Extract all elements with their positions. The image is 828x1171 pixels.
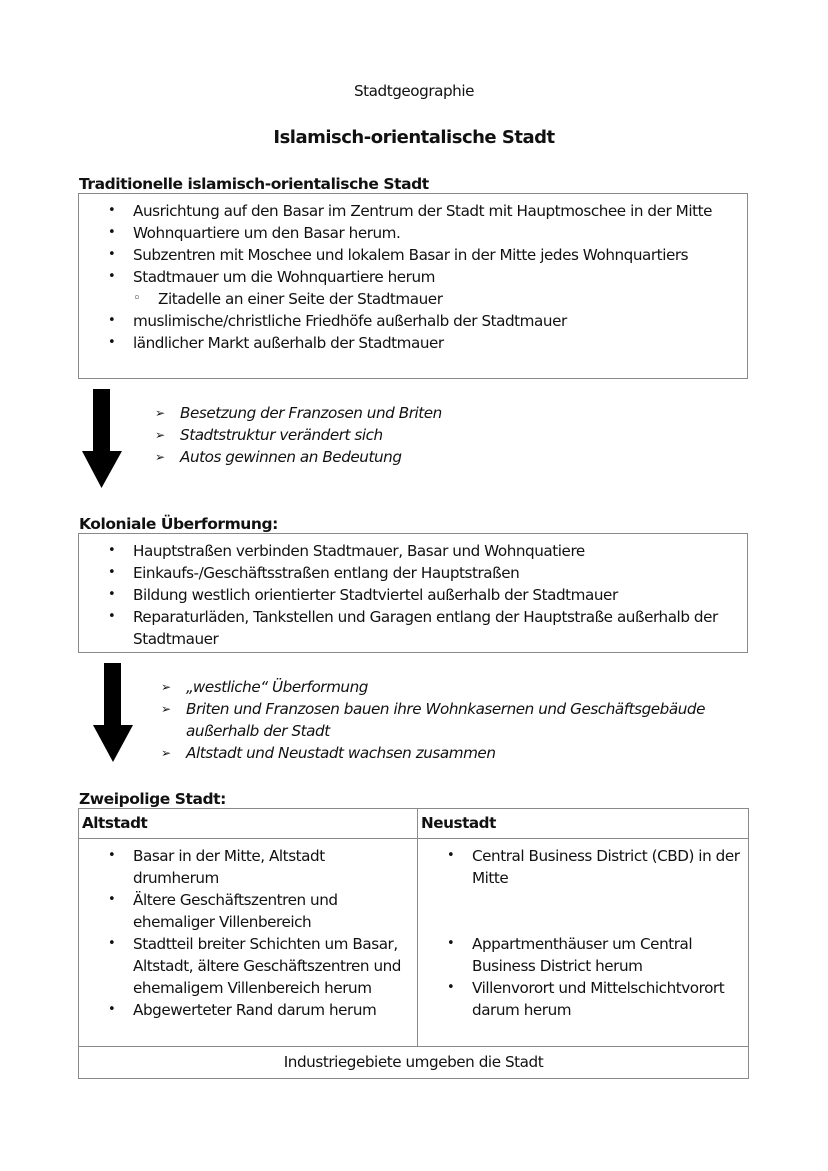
altstadt-cell [79,839,418,1047]
list-item-text: Briten und Franzosen bauen ihre Wohnkasernen und Geschäftsgebäude außerhalb der Stadt [186,700,705,740]
list-item: • Subzentren mit Moschee und lokalem Basar in der Mitte jedes Wohnquartiers [79,244,747,266]
table-header-row [79,809,749,839]
bipolar-table [78,808,749,1079]
list-item: • Appartmenthäuser um Central Business District herum [418,933,745,977]
transition2-list [161,676,751,764]
table-footer: Industriegebiete umgeben die Stadt [79,1047,749,1079]
list-item: • Bildung westlich orientierter Stadtviertel außerhalb der Stadtmauer [79,584,747,606]
table-footer-row [79,1047,749,1079]
column-header-altstadt: Altstadt [79,809,418,839]
list-item [161,698,751,742]
list-item: • Hauptstraßen verbinden Stadtmauer, Basar und Wohnquatiere [79,540,747,562]
down-arrow-icon [93,663,135,763]
neustadt-list [418,845,745,1021]
table-row [79,839,749,1047]
arrowhead-bullet-icon: ➢ [155,428,165,442]
list-subitem: ◦ Zitadelle an einer Seite der Stadtmauer [79,288,747,310]
down-arrow-icon [81,389,123,489]
list-item: • Stadtmauer um die Wohnquartiere herum [79,266,747,288]
list-item: • Ältere Geschäftszentren und ehemaliger Villenbereich [79,889,414,933]
neustadt-cell [418,839,749,1047]
list-item: • Ausrichtung auf den Basar im Zentrum der Stadt mit Hauptmoschee in der Mitte [79,200,747,222]
page-title: Islamisch-orientalische Stadt [273,127,555,148]
list-item-text: Stadtstruktur verändert sich [180,426,383,444]
list-item: • muslimische/christliche Friedhöfe außerhalb der Stadtmauer [79,310,747,332]
section-heading-bipolar: Zweipolige Stadt: [79,790,226,808]
list-item: • Basar in der Mitte, Altstadt drumherum [79,845,414,889]
arrowhead-bullet-icon: ➢ [155,450,165,464]
list-item [161,676,751,698]
list-item-text: „westliche“ Überformung [186,678,368,696]
list-item-text: Altstadt und Neustadt wachsen zusammen [186,744,496,762]
list-item: • Wohnquartiere um den Basar herum. [79,222,747,244]
page-subject: Stadtgeographie [353,82,475,100]
traditional-list [79,200,747,354]
list-item-text: Besetzung der Franzosen und Briten [180,404,442,422]
traditional-box [78,193,748,379]
section-heading-colonial: Koloniale Überformung: [79,515,278,533]
section-heading-traditional: Traditionelle islamisch-orientalische Stadt [79,175,429,193]
list-item: • Central Business District (CBD) in der Mitte [418,845,745,889]
list-item: • Stadtteil breiter Schichten um Basar, Altstadt, ältere Geschäftszentren und ehemaligem Villenbereich herum [79,933,414,999]
list-item [155,402,442,424]
arrowhead-bullet-icon: ➢ [161,680,171,694]
arrowhead-bullet-icon: ➢ [161,746,171,760]
list-item: • Villenvorort und Mittelschichtvorort darum herum [418,977,745,1021]
list-item: • Einkaufs-/Geschäftsstraßen entlang der Hauptstraßen [79,562,747,584]
arrowhead-bullet-icon: ➢ [161,702,171,716]
list-item [161,742,751,764]
list-item [155,424,442,446]
transition1-list [155,402,442,468]
colonial-list [79,540,747,650]
arrowhead-bullet-icon: ➢ [155,406,165,420]
colonial-box [78,533,748,653]
list-item: • Abgewerteter Rand darum herum [79,999,414,1021]
column-header-neustadt: Neustadt [418,809,749,839]
list-item [155,446,442,468]
list-item-text: Autos gewinnen an Bedeutung [180,448,402,466]
list-item: • Reparaturläden, Tankstellen und Garagen entlang der Hauptstraße außerhalb der Stadtmauer [79,606,747,650]
altstadt-list [79,845,414,1021]
list-item: • ländlicher Markt außerhalb der Stadtmauer [79,332,747,354]
